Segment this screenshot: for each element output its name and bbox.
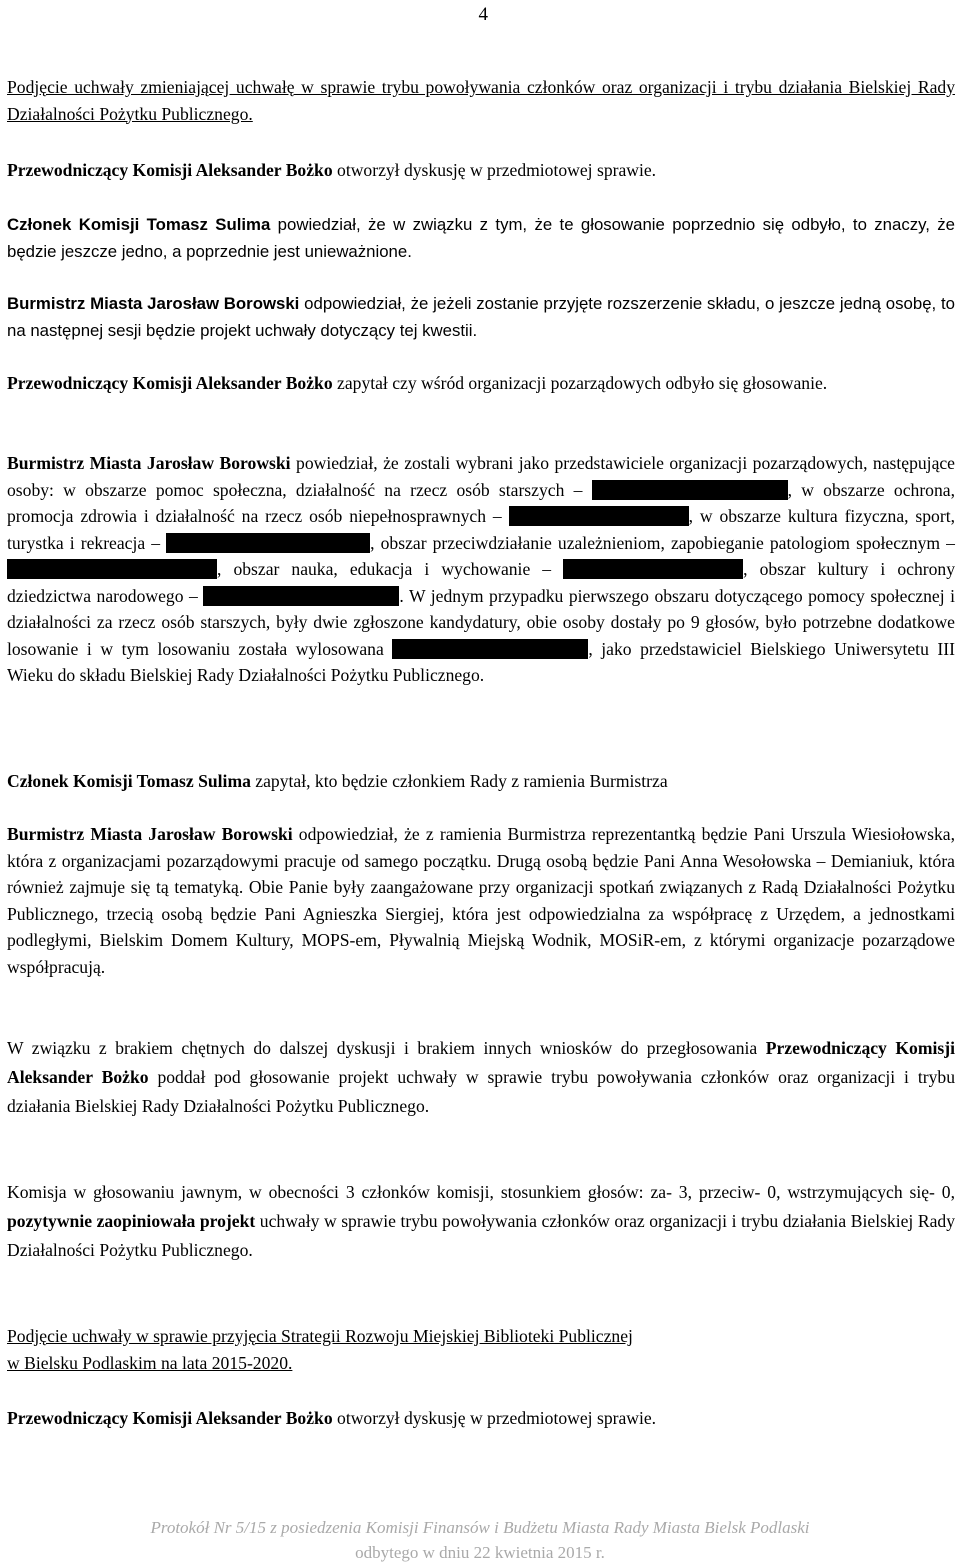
paragraph-sulima [7, 212, 955, 265]
paragraph-text: . W jednym przypadku pierwszego obszaru dotyczącego pomocy społecznej i działalności za rzecz osób starszych, były dwie zgłoszone kandydatury, obie osoby dostały po 9 głosów, było potrzebne dodatkowe losowanie i w tym losowaniu została wylosowana [7, 585, 955, 659]
page-number: 4 [478, 4, 488, 25]
footer-meeting-date: odbytego w dniu 22 kwietnia 2015 r. [355, 1543, 605, 1562]
redacted-block [509, 506, 689, 526]
paragraph-text: , w obszarze ochrona, promocja zdrowia i działalność na rzecz osób niepełnosprawnych – [7, 479, 955, 526]
speaker-name: Członek Komisji Tomasz Sulima [7, 215, 271, 234]
redacted-block [392, 639, 588, 659]
paragraph-text: , w obszarze kultura fizyczna, sport, turystka i rekreacja – [7, 506, 956, 553]
speaker-name: Burmistrz Miasta Jarosław Borowski [7, 824, 293, 844]
paragraph-text: odpowiedział, że z ramienia Burmistrza reprezentantką będzie Pani Urszula Wiesiołowska, która z organizacjami pozarządowymi pracuje od samego początku. Drugą osobą będzie Pani Anna Wesołowska – Demianiuk, która również zajmuje się tą tematyką. Obie Panie były zaangażowane przy organizacji spotkań związanych z Radą Działalności Pożytku Publicznego, trzecią osobą będzie Pani Agnieszka Siergiej, która jest odpowiedzialna za współpracę z Urzędem, a jednostkami podległymi, Bielskim Domem Kultury, MOPS-em, Pływalnią Miejską Wodnik, MOSiR-em, z którymi organizacje pozarządowe współpracują. [7, 824, 955, 977]
paragraph-borowski-representatives [7, 821, 955, 980]
paragraph-text: Komisja w głosowaniu jawnym, w obecności 3 członków komisji, stosunkiem głosów: za- 3, przeciw- 0, wstrzymujących się- 0, [7, 1182, 955, 1202]
paragraph-chairman-question [7, 370, 955, 397]
paragraph-text: W związku z brakiem chętnych do dalszej dyskusji i brakiem innych wniosków do przegłosowania [7, 1038, 766, 1058]
paragraph-text: powiedział, że w związku z tym, że te głosowanie poprzednio się odbyło, to znaczy, że będzie jeszcze jedno, a poprzednie jest unieważnione. [7, 215, 955, 261]
redacted-block [166, 533, 370, 553]
agenda-item-heading-2 [7, 1323, 955, 1376]
redacted-block [563, 559, 743, 579]
heading-line: Podjęcie uchwały w sprawie przyjęcia Strategii Rozwoju Miejskiej Biblioteki Publicznej [7, 1326, 633, 1346]
redacted-block [7, 559, 217, 579]
paragraph-text: , obszar przeciwdziałanie uzależnieniom, zapobieganie patologiom społecznym – [370, 532, 955, 553]
paragraph-text: otworzył dyskusję w przedmiotowej sprawie. [332, 160, 657, 180]
paragraph-text: , obszar nauka, edukacja i wychowanie – [217, 559, 564, 579]
paragraph-text: powiedział, że zostali wybrani jako przedstawiciele organizacji pozarządowych, następujące osoby: w obszarze pomoc społeczna, działalność na rzecz osób starszych – [7, 453, 955, 500]
paragraph-text: zapytał czy wśród organizacji pozarządowych odbyło się głosowanie. [332, 373, 828, 393]
speaker-name: Burmistrz Miasta Jarosław Borowski [7, 453, 291, 473]
paragraph-vote-result [7, 1178, 955, 1265]
paragraph-text: uchwały w sprawie trybu powoływania członków oraz organizacji i trybu działania Bielskiej Rady Działalności Pożytku Publicznego. [7, 1211, 955, 1260]
speaker-name: Burmistrz Miasta Jarosław Borowski [7, 294, 300, 313]
paragraph-text: poddał pod głosowanie projekt uchwały w sprawie trybu powoływania członków oraz organizacji i trybu działania Bielskiej Rady Działalności Pożytku Publicznego. [7, 1067, 955, 1116]
redacted-block [203, 586, 399, 606]
redacted-block [592, 480, 788, 500]
paragraph-text: zapytał, kto będzie członkiem Rady z ramienia Burmistrza [250, 771, 668, 791]
paragraph-vote-call [7, 1034, 955, 1121]
vote-outcome: pozytywnie zaopiniowała projekt [7, 1211, 256, 1231]
paragraph-sulima-question [7, 768, 955, 795]
speaker-name: Członek Komisji Tomasz Sulima [7, 771, 251, 791]
paragraph-text: odpowiedział, że jeżeli zostanie przyjęte rozszerzenie składu, o jeszcze jedną osobę, to na następnej sesji będzie projekt uchwały dotyczący tej kwestii. [7, 294, 955, 340]
speaker-name: Przewodniczący Komisji Aleksander Bożko [7, 373, 333, 393]
paragraph-borowski-elected [7, 450, 955, 689]
speaker-name: Przewodniczący Komisji Aleksander Bożko [7, 1408, 333, 1428]
agenda-item-heading: Podjęcie uchwały zmieniającej uchwałę w sprawie trybu powoływania członków oraz organizacji i trybu działania Bielskiej Rady Działalności Pożytku Publicznego. [7, 77, 955, 124]
speaker-name: Przewodniczący Komisji Aleksander Bożko [7, 160, 333, 180]
paragraph-text: , jako przedstawiciel Bielskiego Uniwersytetu III Wieku do składu Bielskiej Rady Działalności Pożytku Publicznego. [7, 638, 955, 685]
speaker-name: Przewodniczący Komisji Aleksander Bożko [7, 1038, 955, 1087]
paragraph-text: , obszar kultury i ochrony dziedzictwa narodowego – [7, 559, 955, 606]
footer-protocol-title: Protokół Nr 5/15 z posiedzenia Komisji Finansów i Budżetu Miasta Rady Miasta Bielsk Podlaski [150, 1518, 810, 1537]
paragraph-chairman-opens-2 [7, 1405, 955, 1432]
paragraph-borowski-reply [7, 291, 955, 344]
paragraph-chairman-opens [7, 157, 955, 184]
paragraph-text: otworzył dyskusję w przedmiotowej sprawie. [332, 1408, 657, 1428]
heading-line: w Bielsku Podlaskim na lata 2015-2020. [7, 1352, 293, 1373]
